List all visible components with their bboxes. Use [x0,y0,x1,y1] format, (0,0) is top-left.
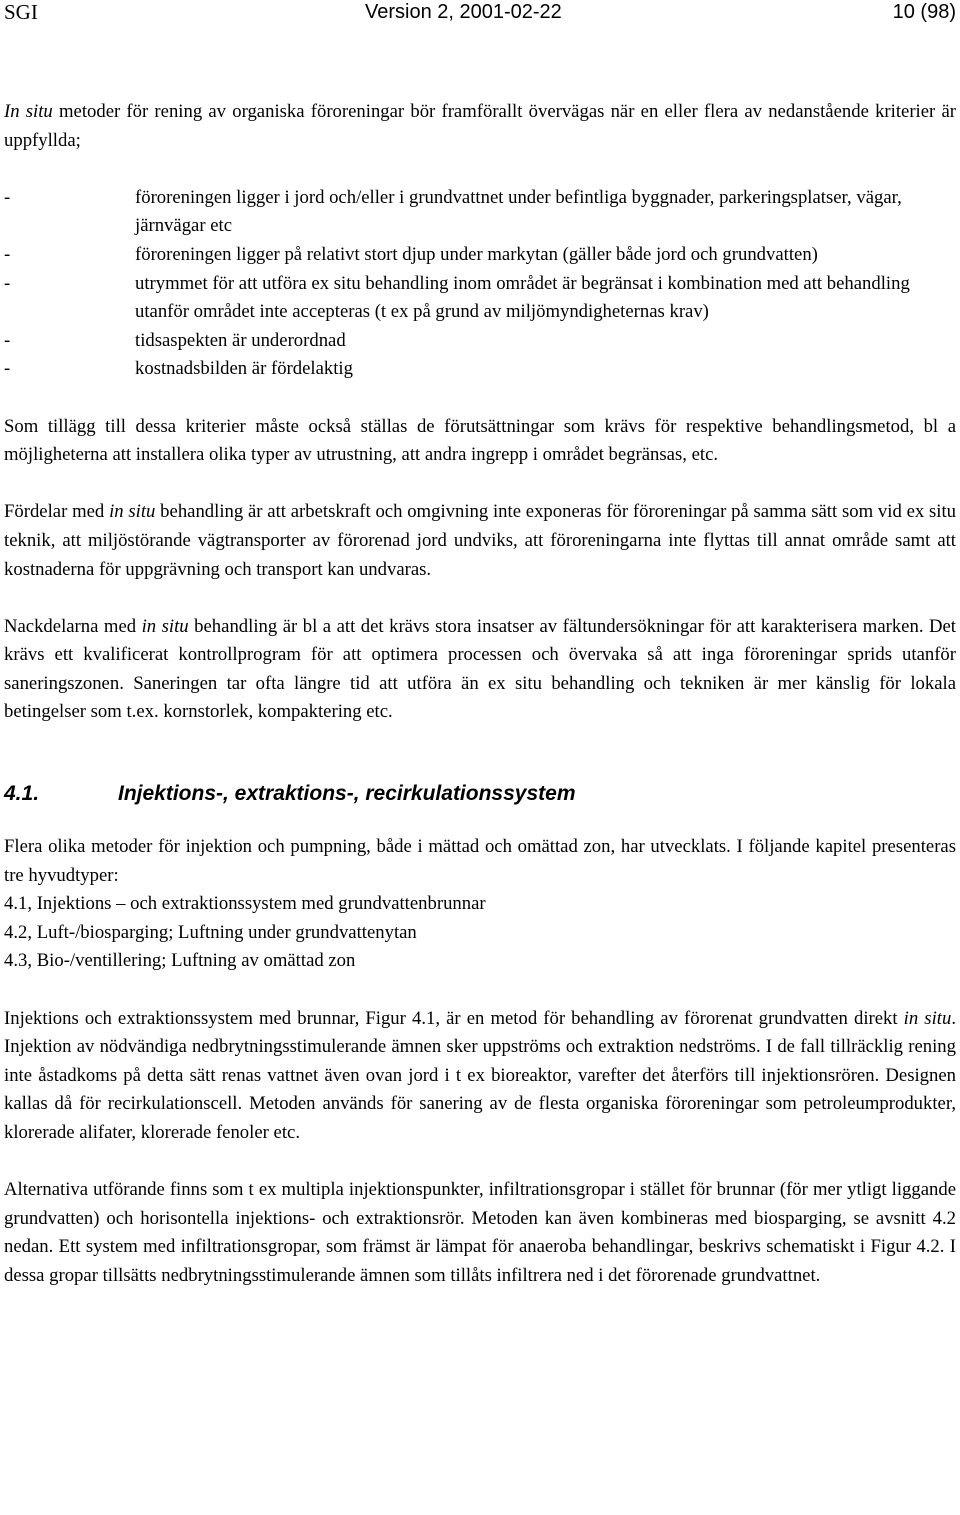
injektions-italic: in situ [903,1007,952,1029]
type-item: 4.1, Injektions – och extraktionssystem med grundvattenbrunnar [4,893,486,915]
section-number: 4.1. [4,782,40,806]
page-header [0,0,960,24]
nackdelar-italic: in situ [141,615,189,637]
fordelar-text-b: behandling är att arbetskraft och omgivning inte exponeras för föroreningar på samma sätt som vid ex situ teknik, att miljöstörande vägtransporter av förorenad jord undviks, att föroreningarna inte flyttas till annat område samt att kostnaderna för uppgrävning och transport kan undvaras. [4,501,956,580]
criteria-dash: - [4,243,11,265]
criteria-text: tidsaspekten är underordnad [135,329,346,351]
paragraph-injektions [4,1005,956,1148]
fordelar-italic: in situ [109,501,156,523]
criteria-text: kostnadsbilden är fördelaktig [135,358,353,380]
nackdelar-text-b: behandling är bl a att det krävs stora insatser av fältundersökningar för att karakterisera marken. Det krävs ett kvalificerat kontrollprogram för att optimera processen och övervaka så att inga föroreningar sprids utanför saneringszonen. Saneringen tar ofta längre tid att utföra än ex situ behandling och tekniken är mer känslig för lokala betingelser som t.ex. kornstorlek, kompaktering etc. [4,615,956,723]
injektions-text-a: Injektions och extraktionssystem med brunnar, Figur 4.1, är en metod för behandling av förorenat grundvatten direkt [4,1007,904,1029]
criteria-text: utrymmet för att utföra ex situ behandling inom området är begränsat i kombination med att behandling utanför området inte accepteras (t ex på grund av miljömyndigheternas krav) [135,272,910,323]
criteria-dash: - [4,358,11,380]
criteria-list [4,184,956,384]
criteria-item [4,355,956,384]
paragraph-nackdelar [4,613,956,727]
header-page-number: 10 (98) [892,1,956,23]
intro-text: metoder för rening av organiska föroreningar bör framförallt övervägas när en eller flera av nedanstående kriterier är uppfyllda; [4,101,956,151]
criteria-item [4,327,956,356]
criteria-dash: - [4,272,11,294]
paragraph-fordelar [4,498,956,584]
paragraph-tillagg: Som tillägg till dessa kriterier måste också ställas de förutsättningar som krävs för respektive behandlingsmetod, bl a möjligheterna att installera olika typer av utrustning, att andra ingrepp i området begränsas, etc. [4,415,956,466]
fordelar-text-a: Fördelar med [4,501,110,523]
paragraph-flera: Flera olika metoder för injektion och pumpning, både i mättad och omättad zon, har utvecklats. I följande kapitel presenteras tre hyvudtyper: [4,836,956,886]
criteria-dash: - [4,186,11,208]
intro-italic: In situ [4,101,53,122]
injektions-text-b: . Injektion av nödvändiga nedbrytningsstimulerande ämnen sker uppströms och extraktion nedströms. I de fall tillräcklig rening inte åstadkoms på detta sätt renas vattnet även ovan jord i t ex bioreaktor, varefter det återförs till injektionsrören. Designen kallas då för recirkulationscell. Metoden används för sanering av de flesta organiska föroreningar som petroleumprodukter, klorerade alifater, klorerade fenoler etc. [4,1007,956,1143]
type-item: 4.3, Bio-/ventillering; Luftning av omättad zon [4,950,356,972]
criteria-dash: - [4,329,11,351]
document-body [4,98,956,1291]
header-version: Version 2, 2001-02-22 [365,1,562,23]
header-brand: SGI [4,0,38,24]
criteria-text: föroreningen ligger i jord och/eller i grundvattnet under befintliga byggnader, parkeringsplatser, vägar, järnvägar etc [135,186,902,237]
criteria-item [4,270,956,327]
criteria-text: föroreningen ligger på relativt stort djup under markytan (gäller både jord och grundvatten) [135,243,818,265]
criteria-item [4,241,956,270]
paragraph-alternativa: Alternativa utförande finns som t ex multipla injektionspunkter, infiltrationsgropar i stället för brunnar (för mer ytligt liggande grundvatten) och horisontella injektions- och extraktionsrör. Metoden kan även kombineras med biosparging, se avsnitt 4.2 nedan. Ett system med infiltrationsgropar, som främst är lämpat för anaeroba behandlingar, beskrivs schematiskt i Figur 4.2. I dessa gropar tillsätts nedbrytningsstimulerande ämnen som tillåts infiltrera ned i det förorenade grundvattnet. [4,1179,956,1286]
section-heading [4,780,956,808]
criteria-item [4,184,956,241]
section-title: Injektions-, extraktions-, recirkulationssystem [118,782,576,806]
intro-paragraph [4,98,956,155]
type-item: 4.2, Luft-/biosparging; Luftning under grundvattenytan [4,921,417,943]
nackdelar-text-a: Nackdelarna med [4,615,142,637]
